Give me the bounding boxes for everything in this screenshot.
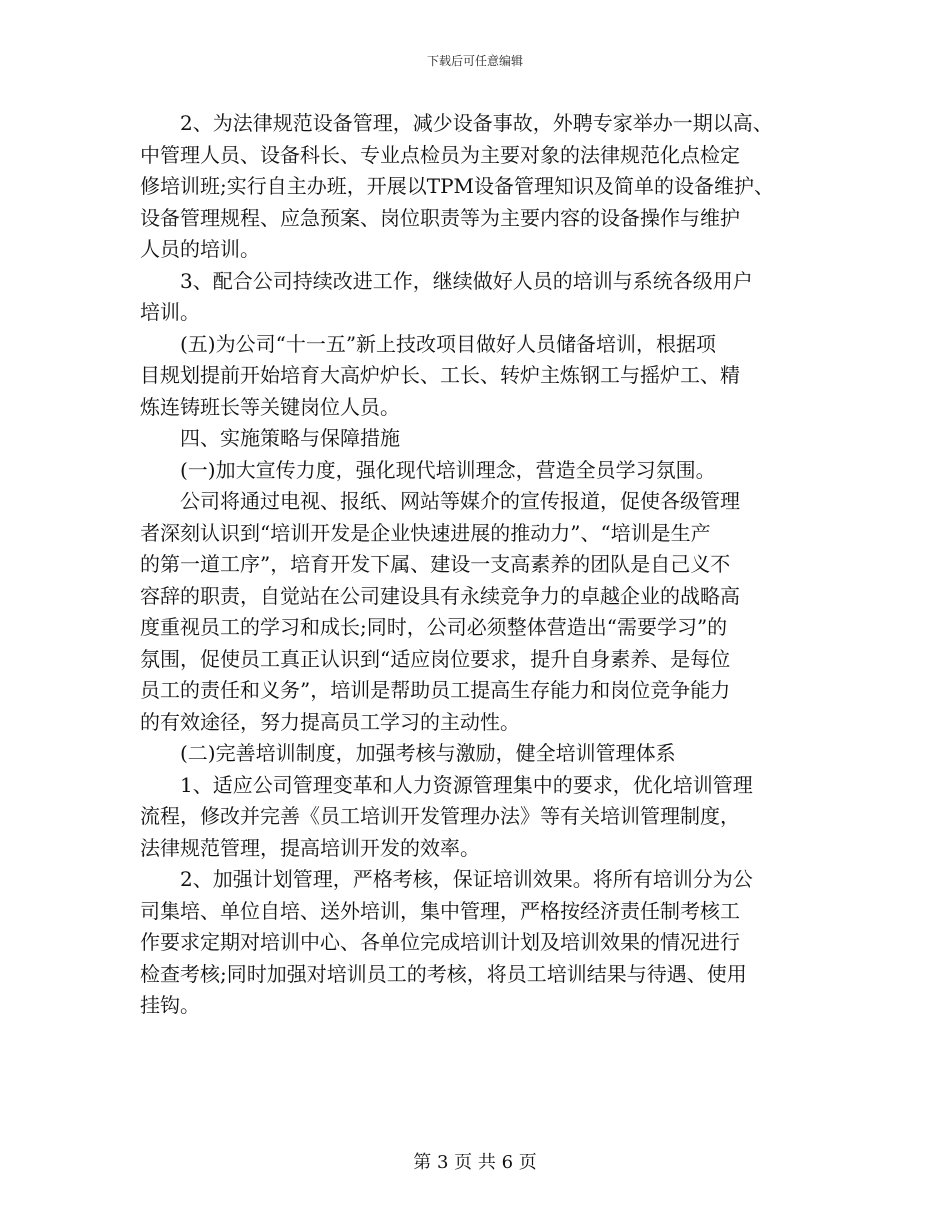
text-line: 公司将通过电视、报纸、网站等媒介的宣传报道，促使各级管理 (140, 489, 740, 513)
text-line: 3、配合公司持续改进工作，继续做好人员的培训与系统各级用户 (140, 268, 753, 293)
document-body (140, 108, 820, 1022)
page-header: 下载后可任意编辑 (426, 54, 523, 68)
section-heading: 四、实施策略与保障措施 (140, 426, 400, 450)
text-line: 的第一道工序”，培育开发下属、建设一支高素养的团队是自己义不 (140, 552, 731, 576)
text-line: 中管理人员、设备科长、专业点检员为主要对象的法律规范化点检定 (140, 142, 740, 167)
text-line: 员工的责任和义务”，培训是帮助员工提高生存能力和岗位竞争能力 (140, 678, 731, 702)
text-line: 容辞的职责，自觉站在公司建设具有永续竞争力的卓越企业的战略高 (140, 583, 740, 608)
text-line: 司集培、单位自培、送外培训，集中管理，严格按经济责任制考核工 (140, 898, 740, 923)
text-line: 者深刻认识到“培训开发是企业快速进展的推动力”、“培训是生产 (140, 520, 711, 545)
text-line: 作要求定期对培训中心、各单位完成培训计划及培训效果的情况进行 (140, 930, 740, 954)
text-line: (五)为公司“十一五”新上技改项目做好人员储备培训，根据项 (140, 331, 717, 356)
text-line: 氛围，促使员工真正认识到“适应岗位要求，提升自身素养、是每位 (140, 646, 731, 671)
text-line: 的有效途径，努力提高员工学习的主动性。 (140, 709, 520, 734)
text-line: 设备管理规程、应急预案、岗位职责等为主要内容的设备操作与维护 (140, 205, 740, 230)
subsection-heading: (二)完善培训制度，加强考核与激励，健全培训管理体系 (140, 741, 676, 765)
text-line: 流程，修改并完善《员工培训开发管理办法》等有关培训管理制度， (140, 804, 740, 828)
text-line: 培训。 (140, 300, 200, 324)
text-line: 修培训班;实行自主办班，开展以TPM设备管理知识及简单的设备维护、 (140, 174, 775, 198)
text-line: 度重视员工的学习和成长;同时，公司必须整体营造出“需要学习”的 (140, 615, 728, 639)
text-line: 人员的培训。 (140, 237, 260, 261)
text-line: 检查考核;同时加强对培训员工的考核，将员工培训结果与待遇、使用 (140, 961, 747, 986)
text-line: 挂钩。 (140, 993, 200, 1017)
subsection-heading: (一)加大宣传力度，强化现代培训理念，营造全员学习氛围。 (140, 457, 716, 482)
text-line: 炼连铸班长等关键岗位人员。 (140, 394, 400, 419)
text-line: 1、适应公司管理变革和人力资源管理集中的要求，优化培训管理 (140, 772, 753, 797)
text-line: 目规划提前开始培育大高炉炉长、工长、转炉主炼钢工与摇炉工、精 (140, 363, 740, 387)
text-line: 2、为法律规范设备管理，减少设备事故，外聘专家举办一期以高、 (140, 111, 773, 135)
page-number: 第 3 页 共 6 页 (413, 1152, 537, 1173)
text-line: 法律规范管理，提高培训开发的效率。 (140, 835, 480, 860)
text-line: 2、加强计划管理，严格考核，保证培训效果。将所有培训分为公 (140, 867, 753, 891)
